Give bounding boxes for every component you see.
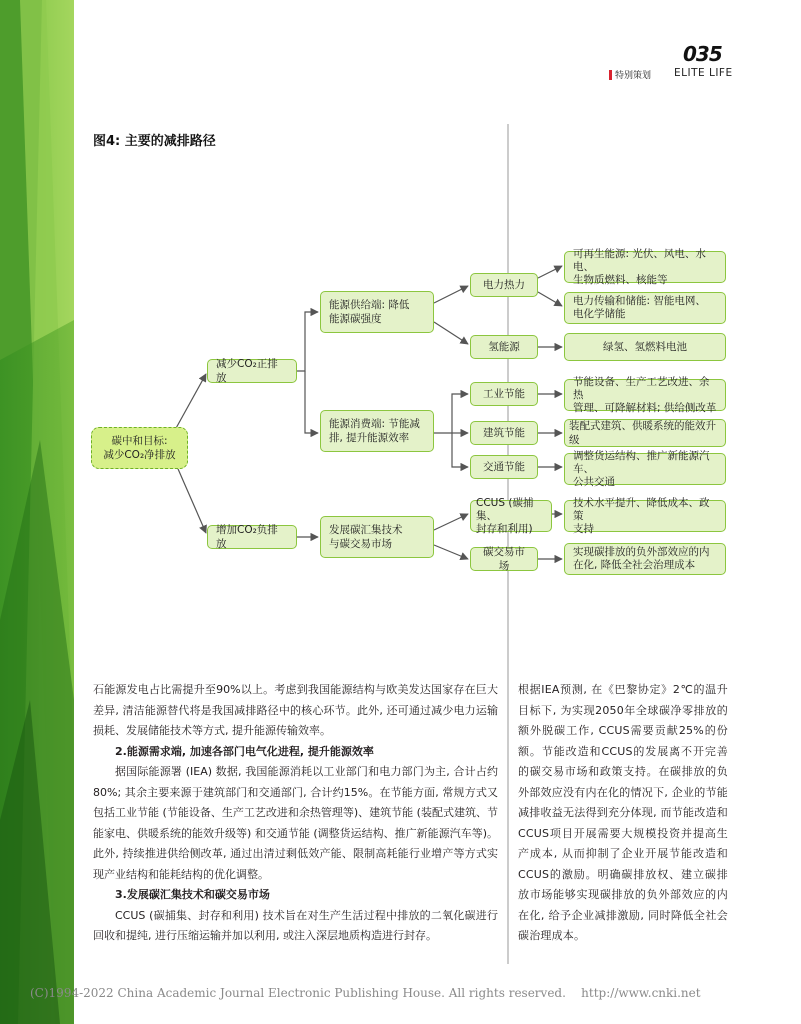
left-text-column bbox=[93, 680, 498, 947]
section-heading: 3.发展碳汇集技术和碳交易市场 bbox=[115, 888, 270, 901]
right-text-column bbox=[518, 680, 728, 947]
node-building-saving: 建筑节能 bbox=[470, 421, 538, 445]
node-ccus: CCUS (碳捕集、 封存和利用) bbox=[470, 500, 552, 532]
node-transport-saving: 交通节能 bbox=[470, 455, 538, 479]
node-grid-storage: 电力传输和储能: 智能电网、 电化学储能 bbox=[564, 292, 726, 324]
node-ccus-detail: 技术水平提升、降低成本、政策 支持 bbox=[564, 500, 726, 532]
paragraph: 根据IEA预测, 在《巴黎协定》2℃的温升目标下, 为实现2050年全球碳净零排放的额外脱碳工作, CCUS需要贡献25%的份额。节能改造和CCUS的发展离不开完善的碳交易市场和政策支持。在碳排放的负外部效应没有内在化的情况下, 企业的节能减排收益无法得到充分体现, 而节能改造和CCUS项目开展需要大规模投资并提高生产成本, 从而抑制了企业开展节能改造和CCUS的激励。明确碳排放权、建立碳排放市场能够实现碳排放的负外部效应的内在化, 给予企业减排激励, 同时降低全社会碳治理成本。 bbox=[518, 683, 728, 942]
node-hydrogen: 氢能源 bbox=[470, 335, 538, 359]
magazine-name: ELITE LIFE bbox=[674, 67, 733, 79]
node-power-heat: 电力热力 bbox=[470, 273, 538, 297]
node-reduce-positive-emission: 减少CO₂正排放 bbox=[207, 359, 297, 383]
node-green-hydrogen: 绿氢、氢燃料电池 bbox=[564, 333, 726, 361]
node-industry-saving: 工业节能 bbox=[470, 382, 538, 406]
section-heading: 2.能源需求端, 加速各部门电气化进程, 提升能源效率 bbox=[115, 744, 374, 758]
node-energy-supply: 能源供给端: 降低 能源碳强度 bbox=[320, 291, 434, 333]
page-number: 035 bbox=[683, 42, 722, 66]
header-red-mark bbox=[609, 70, 612, 80]
node-renewable-energy: 可再生能源: 光伏、风电、水电、 生物质燃料、核能等 bbox=[564, 251, 726, 283]
paragraph: 据国际能源署 (IEA) 数据, 我国能源消耗以工业部门和电力部门为主, 合计占约80%; 其余主要来源于建筑部门和交通部门, 合计约15%。在节能方面, 常规方式又包括工业节能 (节能设备、生产工艺改进和余热管理等)、建筑节能 (装配式建筑、节能家电、供暖系统的能效升级等) 和交通节能 (调整货运结构、推广新能源汽车等)。此外, 持续推进供给侧改革, 通过出清过剩低效产能、限制高耗能行业增产等方式实现产业结构和能耗结构的优化调整。 bbox=[93, 765, 498, 881]
node-industry-detail: 节能设备、生产工艺改进、余热 管理、可降解材料; 供给侧改革 bbox=[564, 379, 726, 411]
node-carbon-sink: 发展碳汇集技术 与碳交易市场 bbox=[320, 516, 434, 558]
figure-title: 图4: 主要的减排路径 bbox=[93, 134, 216, 149]
node-root-goal: 碳中和目标: 减少CO₂净排放 bbox=[91, 427, 188, 469]
section-tag: 特别策划 bbox=[615, 71, 652, 81]
node-energy-consumption: 能源消费端: 节能减 排, 提升能源效率 bbox=[320, 410, 434, 452]
paragraph: CCUS (碳捕集、封存和利用) 技术旨在对生产生活过程中排放的二氧化碳进行回收和提纯, 进行压缩运输并加以利用, 或注入深层地质构造进行封存。 bbox=[93, 908, 498, 942]
paragraph: 石能源发电占比需提升至90%以上。考虑到我国能源结构与欧美发达国家存在巨大差异, 清洁能源替代将是我国减排路径中的核心环节。此外, 还可通过减少电力运输损耗、发展储能技术等方式, 提升能源传输效率。 bbox=[93, 683, 498, 737]
node-carbon-trading: 碳交易市场 bbox=[470, 547, 538, 571]
left-green-stripes bbox=[0, 0, 74, 1024]
copyright-footer: (C)1994-2022 China Academic Journal Electronic Publishing House. All rights reserved. http://www.cnki.net bbox=[30, 986, 701, 1000]
node-transport-detail: 调整货运结构、推广新能源汽车、 公共交通 bbox=[564, 453, 726, 485]
node-building-detail: 装配式建筑、供暖系统的能效升级 bbox=[564, 419, 726, 447]
node-increase-negative-emission: 增加CO₂负排放 bbox=[207, 525, 297, 549]
node-trading-detail: 实现碳排放的负外部效应的内 在化, 降低全社会治理成本 bbox=[564, 543, 726, 575]
